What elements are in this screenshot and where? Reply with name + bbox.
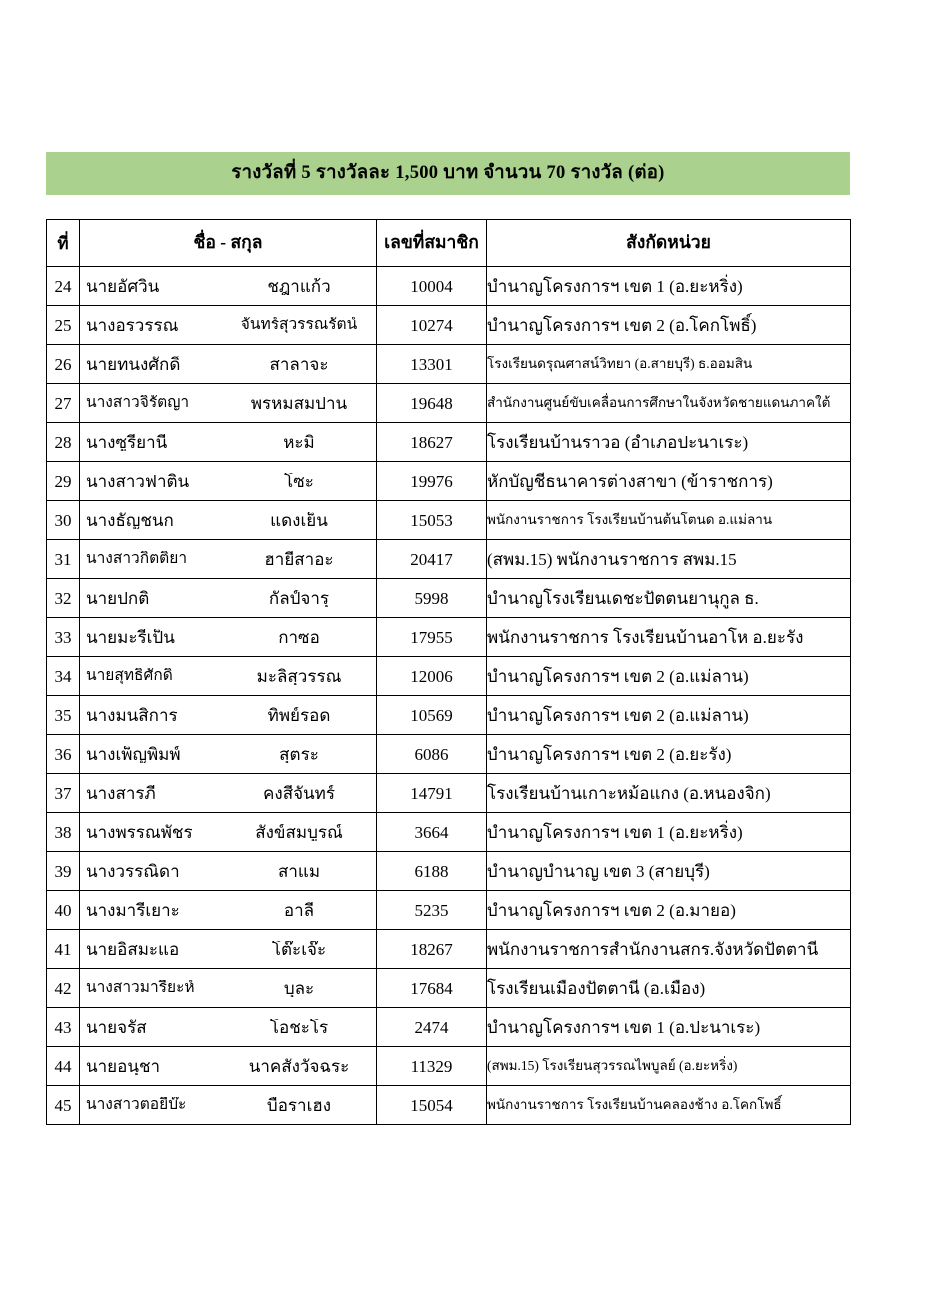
table-row — [47, 618, 851, 657]
members-table — [46, 219, 851, 1125]
member-last-name: แดงเย็น — [270, 511, 328, 529]
table-row — [47, 969, 851, 1008]
member-last-name: มะลิสุวรรณ — [256, 667, 342, 685]
cell-member-number: 5235 — [377, 891, 487, 930]
cell-member-number: 3664 — [377, 813, 487, 852]
member-first-name: นายอิสมะแอ — [86, 940, 180, 958]
table-row — [47, 735, 851, 774]
cell-affiliated-unit: พนักงานราชการ โรงเรียนบ้านคลองช้าง อ.โคกโพธิ์ — [487, 1086, 851, 1125]
column-header-no: ที่ — [47, 220, 80, 267]
member-first-name: นายทนงศักดิ์ — [86, 355, 181, 373]
cell-affiliated-unit: บำนาญโครงการฯ เขต 1 (อ.ยะหริ่ง) — [487, 267, 851, 306]
cell-member-number: 14791 — [377, 774, 487, 813]
cell-affiliated-unit: บำนาญโครงการฯ เขต 2 (อ.มายอ) — [487, 891, 851, 930]
cell-member-number: 18627 — [377, 423, 487, 462]
cell-member-number: 15054 — [377, 1086, 487, 1125]
cell-member-number: 10274 — [377, 306, 487, 345]
table-row — [47, 696, 851, 735]
cell-affiliated-unit: บำนาญโครงการฯ เขต 2 (อ.ยะรัง) — [487, 735, 851, 774]
cell-row-number: 36 — [47, 735, 80, 774]
cell-member-name — [80, 462, 377, 501]
cell-member-number: 11329 — [377, 1047, 487, 1086]
table-row — [47, 345, 851, 384]
cell-member-name — [80, 618, 377, 657]
cell-affiliated-unit: บำนาญโรงเรียนเดชะปัตตนยานุกูล ธ. — [487, 579, 851, 618]
member-first-name: นางมนสิการ — [86, 706, 178, 724]
member-last-name: นาคสังวัจฉระ — [248, 1057, 350, 1075]
cell-member-number: 20417 — [377, 540, 487, 579]
cell-affiliated-unit: พนักงานราชการสำนักงานสกร.จังหวัดปัตตานี — [487, 930, 851, 969]
member-last-name: โต๊ะเจ๊ะ — [271, 940, 327, 958]
cell-member-name — [80, 696, 377, 735]
member-first-name: นายปกติ — [86, 589, 150, 607]
prize-banner — [46, 152, 850, 195]
member-last-name: คงสีจันทร์ — [263, 784, 335, 802]
cell-affiliated-unit: บำนาญโครงการฯ เขต 2 (อ.โคกโพธิ์) — [487, 306, 851, 345]
cell-row-number: 32 — [47, 579, 80, 618]
cell-member-number: 2474 — [377, 1008, 487, 1047]
cell-member-number: 5998 — [377, 579, 487, 618]
cell-affiliated-unit: บำนาญโครงการฯ เขต 1 (อ.ยะหริ่ง) — [487, 813, 851, 852]
cell-row-number: 26 — [47, 345, 80, 384]
cell-affiliated-unit: โรงเรียนเมืองปัตตานี (อ.เมือง) — [487, 969, 851, 1008]
cell-member-number: 10004 — [377, 267, 487, 306]
table-row — [47, 1086, 851, 1125]
cell-row-number: 42 — [47, 969, 80, 1008]
cell-member-name — [80, 423, 377, 462]
cell-member-name — [80, 735, 377, 774]
cell-affiliated-unit: บำนาญโครงการฯ เขต 2 (อ.แม่ลาน) — [487, 696, 851, 735]
member-first-name: นางสาวฟาติน — [86, 472, 190, 490]
cell-row-number: 41 — [47, 930, 80, 969]
cell-row-number: 45 — [47, 1086, 80, 1125]
cell-affiliated-unit: สำนักงานศูนย์ขับเคลื่อนการศึกษาในจังหวัดชายแดนภาคใต้ — [487, 384, 851, 423]
cell-row-number: 39 — [47, 852, 80, 891]
cell-member-number: 6086 — [377, 735, 487, 774]
member-first-name: นายจรัส — [86, 1018, 147, 1036]
cell-member-name — [80, 774, 377, 813]
member-last-name: อาลี — [283, 901, 315, 919]
table-row — [47, 1008, 851, 1047]
cell-member-name — [80, 1008, 377, 1047]
member-first-name: นางสารภี — [86, 784, 156, 802]
cell-member-name — [80, 930, 377, 969]
cell-member-name — [80, 540, 377, 579]
member-last-name: บุละ — [283, 979, 315, 997]
cell-member-name — [80, 1047, 377, 1086]
cell-member-name — [80, 813, 377, 852]
table-body — [47, 267, 851, 1125]
member-last-name: ชฎาแก้ว — [267, 277, 331, 295]
cell-row-number: 38 — [47, 813, 80, 852]
cell-member-number: 17955 — [377, 618, 487, 657]
cell-row-number: 31 — [47, 540, 80, 579]
member-last-name: โซะ — [284, 472, 314, 490]
member-last-name: ทิพย์รอด — [267, 706, 331, 724]
table-row — [47, 813, 851, 852]
member-first-name: นางมารีเยาะ — [86, 901, 180, 919]
table-row — [47, 306, 851, 345]
table-header-row — [47, 220, 851, 267]
member-last-name: สุตระ — [279, 745, 319, 763]
prize-banner-title: รางวัลที่ 5 รางวัลละ 1,500 บาท จำนวน 70 รางวัล (ต่อ) — [231, 163, 665, 184]
cell-member-name — [80, 891, 377, 930]
cell-row-number: 33 — [47, 618, 80, 657]
table-row — [47, 1047, 851, 1086]
table-row — [47, 423, 851, 462]
cell-row-number: 44 — [47, 1047, 80, 1086]
member-last-name: พรหมสมปาน — [250, 394, 348, 412]
member-first-name: นางสาวมารียะห์ — [86, 980, 195, 996]
cell-row-number: 43 — [47, 1008, 80, 1047]
table-row — [47, 774, 851, 813]
member-first-name: นางธัญชนก — [86, 511, 174, 529]
member-last-name: จันทร์สุวรรณรัตน์ — [240, 317, 358, 333]
cell-affiliated-unit: พนักงานราชการ โรงเรียนบ้านอาโห อ.ยะรัง — [487, 618, 851, 657]
cell-row-number: 29 — [47, 462, 80, 501]
table-row — [47, 462, 851, 501]
cell-affiliated-unit: โรงเรียนดรุณศาสน์วิทยา (อ.สายบุรี) ธ.ออมสิน — [487, 345, 851, 384]
member-first-name: นางวรรณิดา — [86, 862, 180, 880]
cell-member-name — [80, 579, 377, 618]
cell-affiliated-unit: บำนาญบำนาญ เขต 3 (สายบุรี) — [487, 852, 851, 891]
cell-member-number: 18267 — [377, 930, 487, 969]
cell-row-number: 37 — [47, 774, 80, 813]
cell-member-name — [80, 852, 377, 891]
cell-member-name — [80, 384, 377, 423]
member-first-name: นางพรรณพัชร — [86, 823, 193, 841]
member-first-name: นางสาวกิตติยา — [86, 551, 188, 567]
member-first-name: นางสาวจิรัตญา — [86, 395, 190, 411]
column-header-unit: สังกัดหน่วย — [487, 220, 851, 267]
member-first-name: นางสาวตอยีบ๊ะ — [86, 1097, 187, 1113]
table-row — [47, 267, 851, 306]
cell-member-number: 12006 — [377, 657, 487, 696]
member-first-name: นางอรวรรณ — [86, 316, 179, 334]
cell-affiliated-unit: บำนาญโครงการฯ เขต 1 (อ.ปะนาเระ) — [487, 1008, 851, 1047]
cell-row-number: 30 — [47, 501, 80, 540]
member-last-name: สังข์สมบูรณ์ — [255, 823, 343, 841]
member-first-name: นางซูรียานี — [86, 433, 168, 451]
cell-member-number: 10569 — [377, 696, 487, 735]
cell-affiliated-unit: บำนาญโครงการฯ เขต 2 (อ.แม่ลาน) — [487, 657, 851, 696]
table-row — [47, 852, 851, 891]
member-first-name: นางเพ็ญพิมพ์ — [86, 745, 181, 763]
member-last-name: กาซอ — [278, 628, 320, 646]
table-row — [47, 540, 851, 579]
cell-row-number: 40 — [47, 891, 80, 930]
member-last-name: กัลป์จารุ — [268, 589, 330, 607]
table-row — [47, 657, 851, 696]
cell-affiliated-unit: พนักงานราชการ โรงเรียนบ้านต้นโตนด อ.แม่ลาน — [487, 501, 851, 540]
table-row — [47, 384, 851, 423]
table-row — [47, 579, 851, 618]
member-last-name: สาแม — [277, 862, 321, 880]
cell-row-number: 34 — [47, 657, 80, 696]
cell-member-name — [80, 345, 377, 384]
cell-member-name — [80, 267, 377, 306]
table-header — [47, 220, 851, 267]
member-last-name: หะมิ — [283, 433, 315, 451]
cell-row-number: 28 — [47, 423, 80, 462]
cell-member-number: 6188 — [377, 852, 487, 891]
cell-member-name — [80, 1086, 377, 1125]
cell-member-name — [80, 306, 377, 345]
cell-row-number: 35 — [47, 696, 80, 735]
member-first-name: นายอัศวิน — [86, 277, 160, 295]
member-last-name: สาลาจะ — [269, 355, 329, 373]
member-last-name: โอชะโร — [269, 1018, 329, 1036]
members-table-container — [46, 219, 850, 1125]
member-first-name: นายมะรีเป็น — [86, 628, 175, 646]
column-header-member-no: เลขที่สมาชิก — [377, 220, 487, 267]
cell-member-name — [80, 969, 377, 1008]
cell-row-number: 25 — [47, 306, 80, 345]
cell-member-name — [80, 501, 377, 540]
cell-affiliated-unit: โรงเรียนบ้านเกาะหม้อแกง (อ.หนองจิก) — [487, 774, 851, 813]
cell-member-number: 19976 — [377, 462, 487, 501]
member-last-name: บือราเฮง — [266, 1096, 332, 1114]
member-first-name: นายสุทธิศักดิ์ — [86, 668, 173, 684]
cell-member-number: 15053 — [377, 501, 487, 540]
cell-member-number: 19648 — [377, 384, 487, 423]
table-row — [47, 501, 851, 540]
member-last-name: ฮายีสาอะ — [264, 550, 334, 568]
member-first-name: นายอนุชา — [86, 1057, 161, 1075]
table-row — [47, 930, 851, 969]
cell-row-number: 27 — [47, 384, 80, 423]
cell-member-number: 13301 — [377, 345, 487, 384]
column-header-name: ชื่อ - สกุล — [80, 220, 377, 267]
cell-row-number: 24 — [47, 267, 80, 306]
cell-affiliated-unit: โรงเรียนบ้านราวอ (อำเภอปะนาเระ) — [487, 423, 851, 462]
cell-member-number: 17684 — [377, 969, 487, 1008]
cell-member-name — [80, 657, 377, 696]
table-row — [47, 891, 851, 930]
cell-affiliated-unit: หักบัญชีธนาคารต่างสาขา (ข้าราชการ) — [487, 462, 851, 501]
cell-affiliated-unit: (สพม.15) พนักงานราชการ สพม.15 — [487, 540, 851, 579]
cell-affiliated-unit: (สพม.15) โรงเรียนสุวรรณไพบูลย์ (อ.ยะหริ่ง) — [487, 1047, 851, 1086]
